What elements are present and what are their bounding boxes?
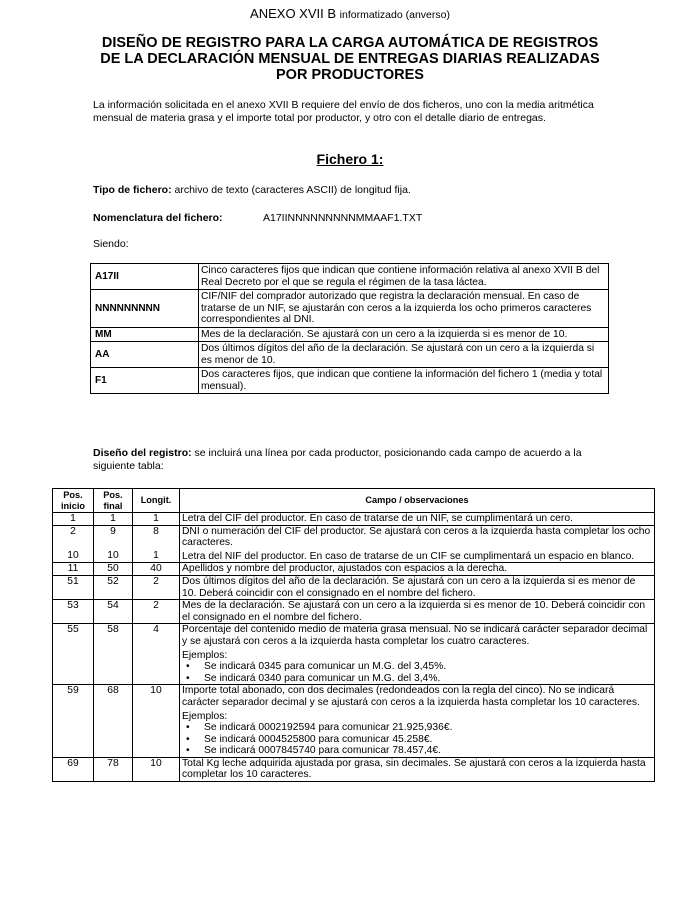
pos-inicio-value: 1 [70,513,76,524]
pos-inicio-value: 59 [67,685,79,697]
pos-inicio-value: 55 [67,624,79,636]
pos-final [94,563,133,576]
pos-inicio [53,757,94,781]
code-description: Cinco caracteres fijos que indican que contiene información relativa al anexo XVII B del Real Decreto por el que se regula el régimen de la tasa láctea. [199,264,609,290]
pos-inicio-value: 53 [67,600,79,612]
table-row [53,757,655,781]
pos-final [94,525,133,563]
pos-inicio [53,513,94,526]
field-description [180,563,655,576]
file-type-value: archivo de texto (caracteres ASCII) de longitud fija. [174,184,411,196]
pos-inicio [53,685,94,758]
example-bullet: • Se indicará 0004525800 para comunicar 45.258€. [182,734,652,746]
code-description: Dos caracteres fijos, que indican que contiene la información del fichero 1 (media y total mensual). [199,368,609,394]
field-text: Importe total abonado, con dos decimales (redondeados con la regla del cinco). No se indicará carácter separador decimal y se ajustará con ceros a la izquierda hasta completar los 10 caracteres. [182,685,640,708]
record-design-label: Diseño del registro: [93,447,192,459]
record-design [93,447,613,472]
pos-final [94,685,133,758]
code-row [91,342,609,368]
table-row [53,575,655,599]
longitud-value: 40 [150,563,162,575]
code-description: Dos últimos dígitos del año de la declaración. Se ajustará con un cero a la izquierda si es menor de 10. [199,342,609,368]
pos-final-value: 68 [107,685,119,697]
longitud [133,513,180,526]
field-description [180,624,655,685]
pos-inicio-value: 69 [67,757,79,769]
section-heading: Fichero 1: [316,151,384,167]
pos-final-value: 58 [107,624,119,636]
table-row [53,600,655,624]
file-naming-value: A17IINNNNNNNNNMMAAF1.TXT [263,212,423,224]
longitud [133,563,180,576]
pos-final [94,624,133,685]
code-row [91,264,609,290]
page-header [0,6,700,21]
field-description [180,757,655,781]
code-key: A17II [91,264,199,290]
pos-inicio [53,575,94,599]
code-key: NNNNNNNNN [91,290,199,328]
document-title [60,35,640,83]
field-text: Dos últimos dígitos del año de la declaración. Se ajustará con un cero a la izquierda si es menor de 10. Deberá coincidir con el consignado en el nombre del fichero. [182,575,636,599]
field-text: Ejemplos: [182,710,228,722]
longitud [133,624,180,685]
pos-final-value: 1 [110,513,116,524]
field-description [180,525,655,563]
longitud-value: 10 [150,685,162,697]
title-line-3: POR PRODUCTORES [276,67,424,83]
code-key: F1 [91,368,199,394]
pos-final [94,575,133,599]
pos-inicio [53,600,94,624]
field-description [180,600,655,624]
filename-codes-table [90,263,609,394]
code-row [91,327,609,342]
longitud [133,525,180,563]
file-type-label: Tipo de fichero: [93,184,172,196]
pos-final [94,757,133,781]
code-row [91,290,609,328]
record-layout-table [52,488,655,782]
pos-inicio-value: 11 [67,563,79,575]
field-text: Total Kg leche adquirida ajustada por grasa, sin decimales. Se ajustará con ceros a la izquierda hasta completar los 10 caracteres. [182,757,646,781]
pos-inicio [53,624,94,685]
table-row [53,685,655,758]
field-text: Letra del NIF del productor. En caso de tratarse de un CIF se cumplimentará un espacio en blanco. [182,550,635,562]
example-bullet: • Se indicará 0007845740 para comunicar 78.457,4€. [182,745,652,757]
longitud [133,757,180,781]
intro-paragraph: La información solicitada en el anexo XVII B requiere del envío de dos ficheros, uno con la media aritmética mensual de materia grasa y el importe total por productor, y otro con el detalle diario de entregas. [93,99,594,124]
record-design-text: se incluirá una línea por cada productor, posicionando cada campo de acuerdo a la siguiente tabla: [93,447,582,472]
pos-final-value: 50 [107,563,119,575]
file-naming-label: Nomenclatura del fichero: [93,212,223,224]
file-type [93,184,411,197]
longitud [133,575,180,599]
example-bullet: • Se indicará 0345 para comunicar un M.G. del 3,45%. [182,661,652,673]
pos-final [94,513,133,526]
code-description: CIF/NIF del comprador autorizado que registra la declaración mensual. En caso de tratarse de un NIF, se ajustarán con ceros a la izquierda los ocho primeros caracteres correspondientes al DNI. [199,290,609,328]
field-description [180,685,655,758]
field-description [180,575,655,599]
field-text: Porcentaje del contenido medio de materia grasa mensual. No se indicará carácter separador decimal y se ajustará con ceros a la izquierda hasta completar los cuatro caracteres. [182,624,648,647]
longitud-value: 10 [150,757,162,769]
code-description: Mes de la declaración. Se ajustará con un cero a la izquierda si es menor de 10. [199,327,609,342]
pos-inicio [53,525,94,563]
longitud-value: 8 [153,525,159,537]
annex-label: ANEXO XVII B [250,6,337,21]
where-label: Siendo: [93,238,129,250]
pos-inicio-value: 10 [67,550,79,562]
field-text: Apellidos y nombre del productor, ajustados con espacios a la derecha. [182,563,508,575]
field-text: Letra del CIF del productor. En caso de tratarse de un NIF, se cumplimentará un cero. [182,513,573,524]
pos-final-value: 10 [107,550,119,562]
table-row [53,563,655,576]
annex-sublabel: informatizado (anverso) [339,9,450,21]
longitud [133,600,180,624]
longitud-value: 2 [153,600,159,612]
table-row [53,513,655,526]
field-text: Mes de la declaración. Se ajustará con un cero a la izquierda si es menor de 10. Deberá coincidir con el consignado en el nombre del fichero. [182,600,646,623]
code-row [91,368,609,394]
longitud [133,685,180,758]
example-bullet: • Se indicará 0340 para comunicar un M.G. del 3,4%. [182,673,652,685]
longitud-value: 2 [153,575,159,587]
header-pos-inicio: Pos. inicio [53,489,94,513]
pos-final [94,600,133,624]
pos-inicio-value: 2 [70,525,76,537]
table-header-row [53,489,655,513]
example-bullet: • Se indicará 0002192594 para comunicar 21.925,936€. [182,722,652,734]
pos-final-value: 54 [107,600,119,612]
field-text: DNI o numeración del CIF del productor. Se ajustará con ceros a la izquierda hasta completar los ocho caracteres. [182,525,651,549]
code-key: MM [91,327,199,342]
pos-inicio-value: 51 [67,575,79,587]
header-pos-final: Pos. final [94,489,133,513]
pos-final-value: 78 [107,757,119,769]
pos-final-value: 9 [110,525,116,537]
header-longit: Longit. [133,489,180,513]
code-key: AA [91,342,199,368]
pos-final-value: 52 [107,575,119,587]
table-row [53,525,655,563]
longitud-value: 1 [153,550,159,562]
table-row [53,624,655,685]
file-naming [93,212,423,225]
longitud-value: 4 [153,624,159,636]
title-line-2: DE LA DECLARACIÓN MENSUAL DE ENTREGAS DIARIAS REALIZADAS [100,51,600,67]
title-line-1: DISEÑO DE REGISTRO PARA LA CARGA AUTOMÁTICA DE REGISTROS [101,35,599,51]
header-campo: Campo / observaciones [180,489,655,513]
field-text: Ejemplos: [182,649,228,661]
pos-inicio [53,563,94,576]
field-description [180,513,655,526]
longitud-value: 1 [153,513,159,524]
